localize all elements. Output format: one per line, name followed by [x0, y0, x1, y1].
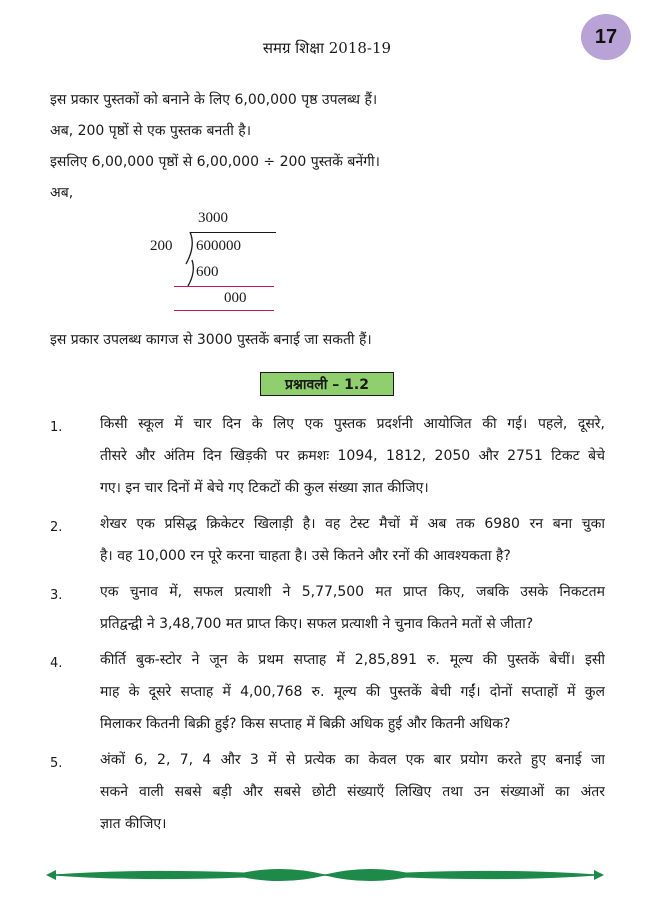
- question-1-line-1: किसी स्कूल में चार दिन के लिए एक पुस्तक प्रदर्शनी आयोजित की गई। पहले, दूसरे,: [100, 416, 605, 432]
- intro-line-3: इसलिए 6,00,000 पृष्ठों से 6,00,000 ÷ 200 पुस्तकें बनेंगी।: [50, 154, 380, 170]
- subtract-bar: [174, 286, 274, 287]
- question-1-line-3: गए। इन चार दिनों में बेचे गए टिकटों की कुल संख्या ज्ञात कीजिए।: [100, 480, 429, 496]
- division-subtract: 600: [196, 264, 219, 280]
- question-4-line-1: कीर्ति बुक-स्टोर ने जून के प्रथम सप्ताह में 2,85,891 रु. मूल्य की पुस्तकें बेचीं। इसी: [100, 652, 605, 668]
- question-5-line-1: अंकों 6, 2, 7, 4 और 3 में से प्रत्येक का केवल एक बार प्रयोग करते हुए बनाई जा: [100, 752, 605, 768]
- remainder-bar: [174, 310, 274, 311]
- page-number-badge: 17: [581, 14, 631, 60]
- question-2-line-2: है। वह 10,000 रन पूरे करना चाहता है। उसे कितने और रनों की आवश्यकता है?: [100, 548, 511, 564]
- exercise-title-box: प्रश्नावली – 1.2: [260, 372, 394, 396]
- question-number: 1.: [50, 420, 63, 435]
- division-divisor: 200: [150, 238, 173, 254]
- long-division: [150, 208, 290, 318]
- quotient-bar: [190, 232, 276, 233]
- footer-ornament: [44, 860, 606, 890]
- division-quotient: 3000: [198, 210, 228, 226]
- intro-line-4: अब,: [50, 185, 74, 201]
- question-4-line-2: माह के दूसरे सप्ताह में 4,00,768 रु. मूल्य की पुस्तकें बेची गईं। दोनों सप्ताहों में कुल: [100, 684, 605, 700]
- division-dividend: 600000: [196, 238, 241, 254]
- division-remainder: 000: [224, 290, 247, 306]
- conclusion-line: इस प्रकार उपलब्ध कागज से 3000 पुस्तकें बनाई जा सकती हैं।: [50, 332, 372, 348]
- question-1-line-2: तीसरे और अंतिम दिन खिड़की पर क्रमशः 1094, 1812, 2050 और 2751 टिकट बेचे: [100, 448, 605, 464]
- question-2-line-1: शेखर एक प्रसिद्ध क्रिकेटर खिलाड़ी है। वह टेस्ट मैचों में अब तक 6980 रन बना चुका: [100, 516, 605, 532]
- question-3-line-2: प्रतिद्वन्द्वी ने 3,48,700 मत प्राप्त किए। सफल प्रत्याशी ने चुनाव कितने मतों से जीता?: [100, 616, 534, 632]
- question-4-line-3: मिलाकर कितनी बिक्री हुई? किस सप्ताह में बिक्री अधिक हुई और कितनी अधिक?: [100, 716, 511, 732]
- question-3-line-1: एक चुनाव में, सफल प्रत्याशी ने 5,77,500 मत प्राप्त किए, जबकि उसके निकटतम: [100, 584, 605, 600]
- question-number: 2.: [50, 520, 63, 535]
- question-5-line-2: सकने वाली सबसे बड़ी और सबसे छोटी संख्याएँ लिखिए तथा उन संख्याओं का अंतर: [100, 784, 605, 800]
- question-number: 4.: [50, 656, 63, 671]
- question-number: 3.: [50, 588, 63, 603]
- intro-line-1: इस प्रकार पुस्तकों को बनाने के लिए 6,00,000 पृष्ठ उपलब्ध हैं।: [50, 92, 378, 108]
- question-5-line-3: ज्ञात कीजिए।: [100, 816, 167, 832]
- intro-line-2: अब, 200 पृष्ठों से एक पुस्तक बनती है।: [50, 123, 252, 139]
- page-header-title: समग्र शिक्षा 2018-19: [262, 39, 392, 57]
- question-number: 5.: [50, 756, 63, 771]
